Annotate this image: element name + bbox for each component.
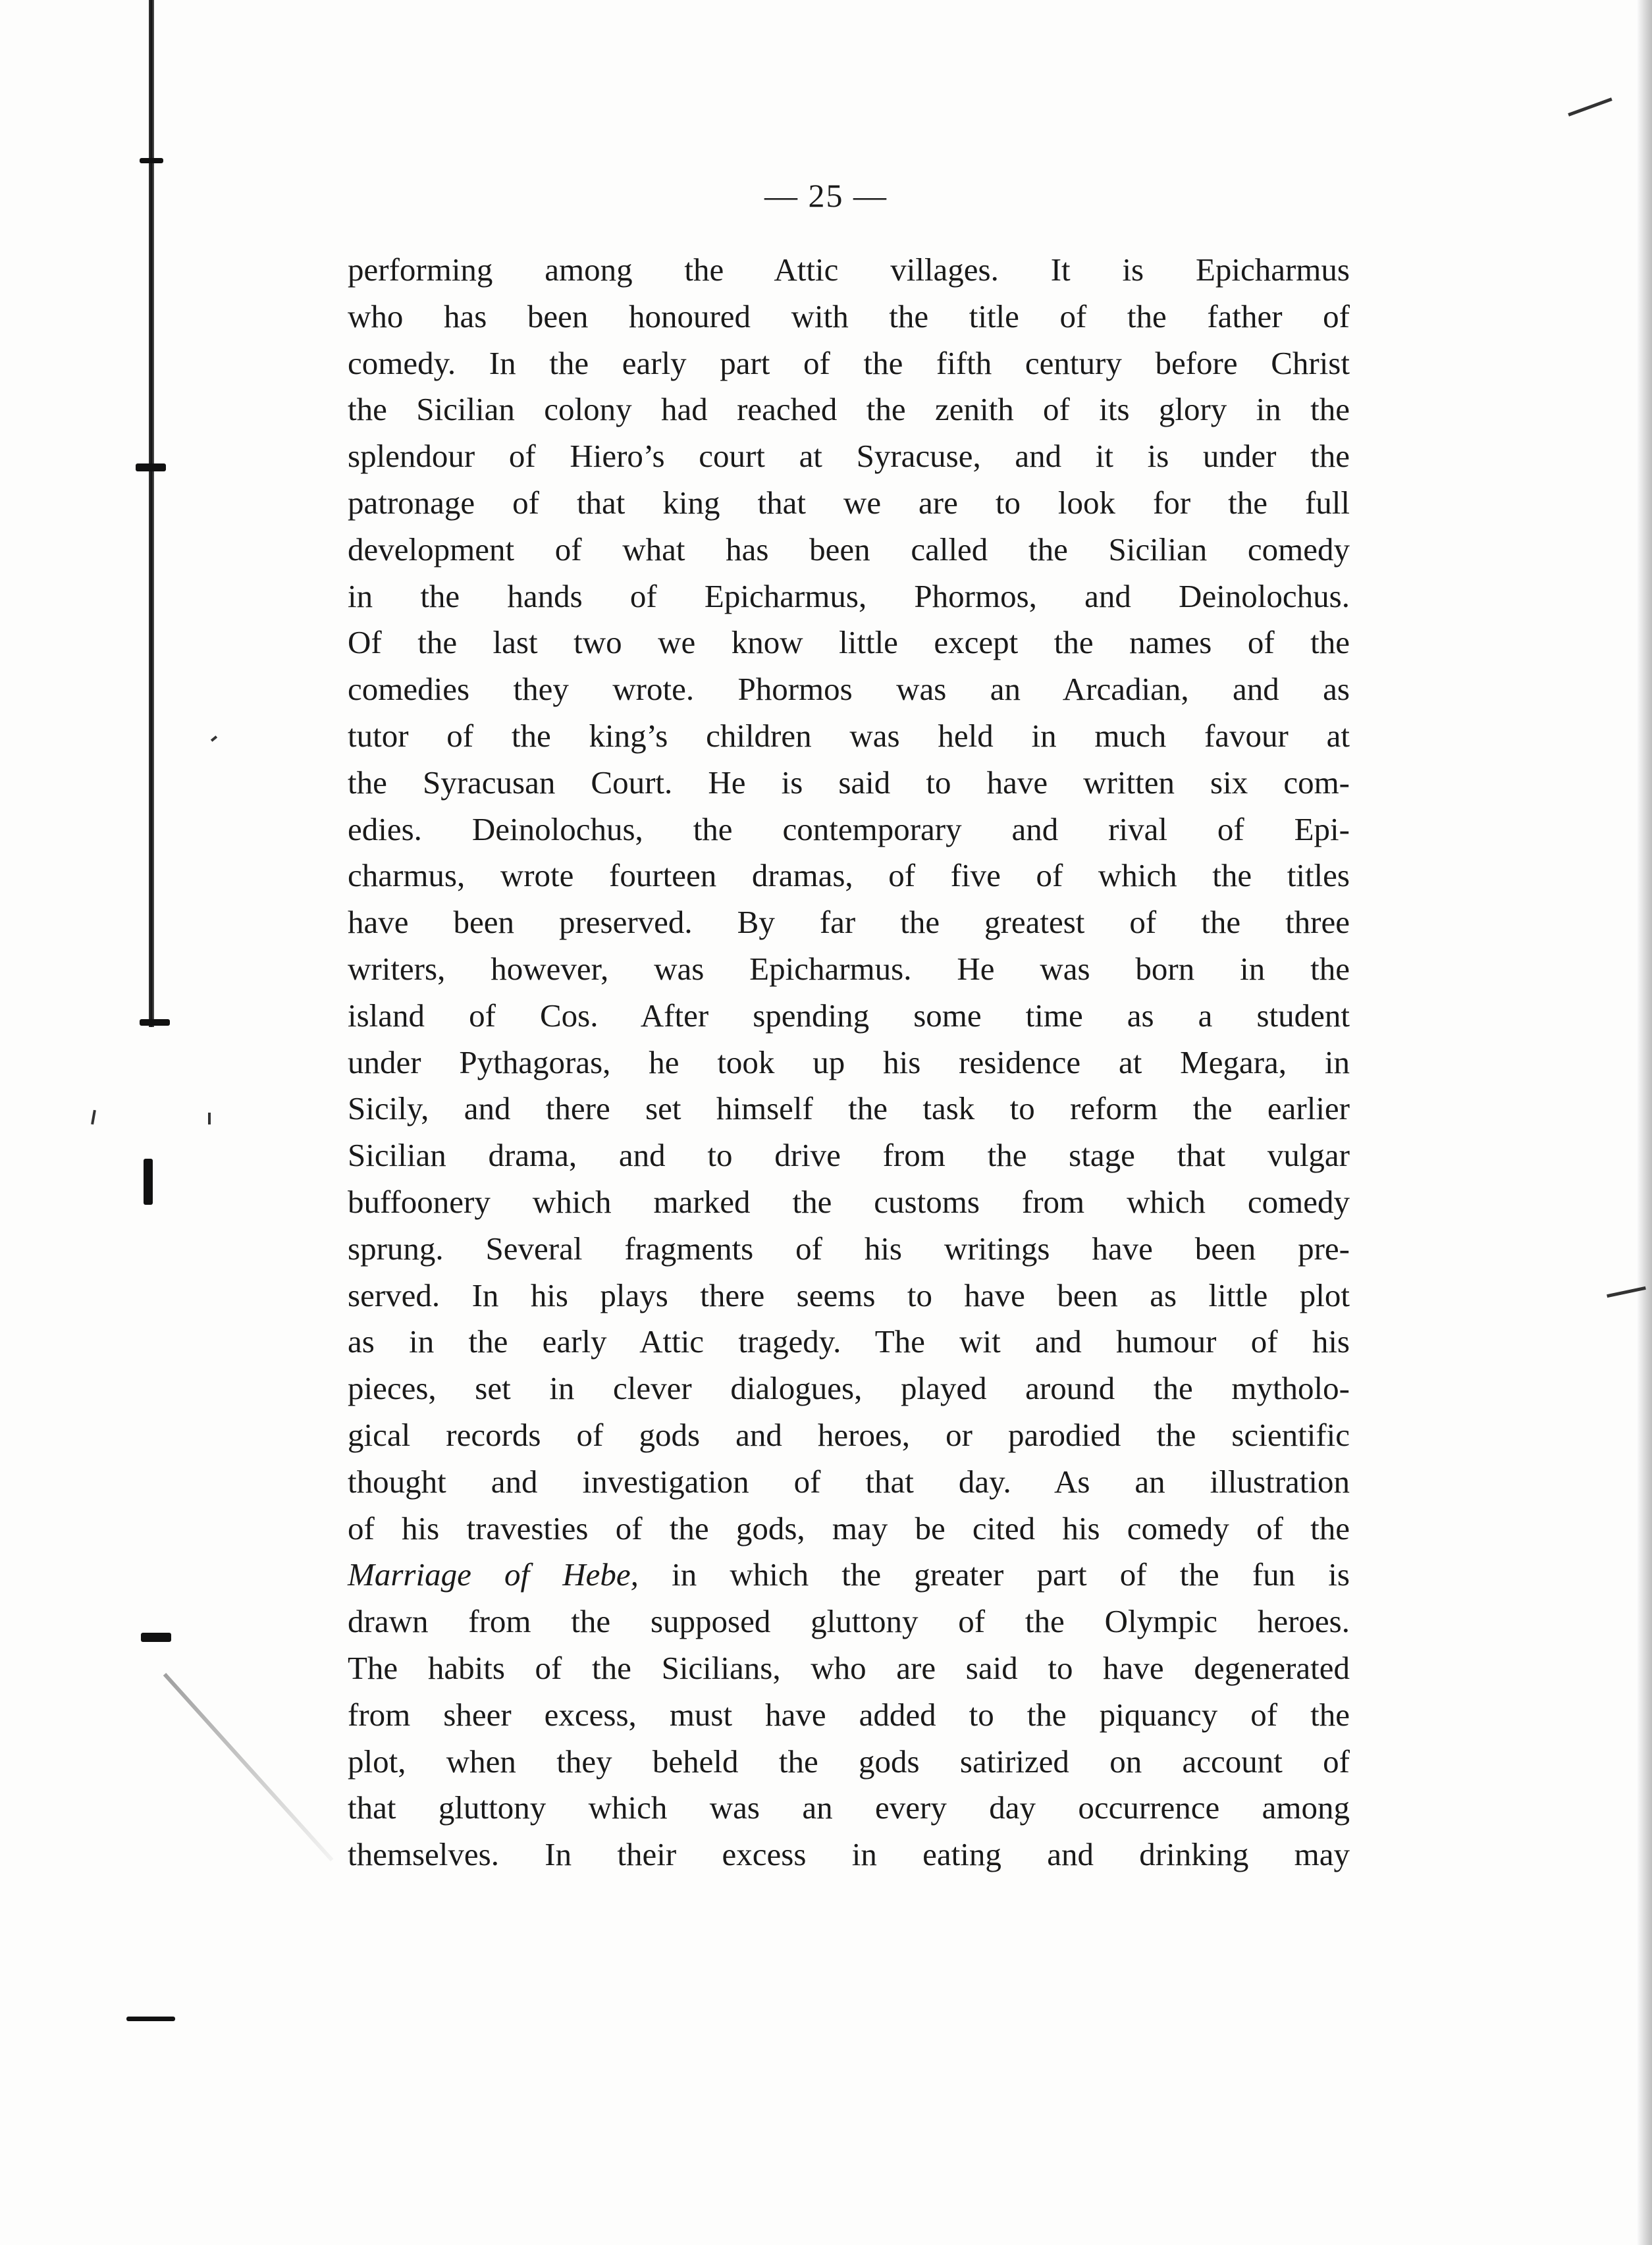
- text-line: in the hands of Epicharmus, Phormos, and Deinolochus.: [348, 577, 1350, 614]
- text-line: Sicily, and there set himself the task to reform the earlier: [348, 1090, 1350, 1127]
- text-line: tutor of the king’s children was held in much favour at: [348, 717, 1350, 754]
- text-line: pieces, set in clever dialogues, played around the mytholo-: [348, 1370, 1350, 1407]
- text-line: from sheer excess, must have added to the piquancy of the: [348, 1696, 1350, 1733]
- text-line: charmus, wrote fourteen dramas, of five of which the titles: [348, 857, 1350, 894]
- text-line: thought and investigation of that day. As an illustration: [348, 1463, 1350, 1500]
- text-line: drawn from the supposed gluttony of the Olympic heroes.: [348, 1603, 1350, 1640]
- binding-line: [149, 0, 154, 1027]
- text-line: patronage of that king that we are to look for the full: [348, 484, 1350, 521]
- text-line: that gluttony which was an every day occurrence among: [348, 1789, 1350, 1826]
- text-line: development of what has been called the Sicilian comedy: [348, 531, 1350, 568]
- text-line: splendour of Hiero’s court at Syracuse, and it is under the: [348, 438, 1350, 475]
- text-line: buffoonery which marked the customs from which comedy: [348, 1183, 1350, 1220]
- text-line: island of Cos. After spending some time as a student: [348, 997, 1350, 1034]
- binding-notch: [136, 463, 166, 471]
- text-span: in which the greater part of the fun is: [638, 1556, 1350, 1593]
- text-line: comedy. In the early part of the fifth century before Christ: [348, 344, 1350, 381]
- stray-mark: [91, 1110, 96, 1124]
- text-line: of his travesties of the gods, may be cited his comedy of the: [348, 1510, 1350, 1546]
- text-line: the Syracusan Court. He is said to have written six com-: [348, 764, 1350, 801]
- text-line: Sicilian drama, and to drive from the stage that vulgar: [348, 1137, 1350, 1174]
- text-line: comedies they wrote. Phormos was an Arcadian, and as: [348, 671, 1350, 708]
- stray-mark: [211, 735, 217, 741]
- stray-mark: [208, 1113, 211, 1124]
- text-line: as in the early Attic tragedy. The wit and humour of his: [348, 1323, 1350, 1360]
- text-line: under Pythagoras, he took up his residence at Megara, in: [348, 1043, 1350, 1080]
- text-line: The habits of the Sicilians, who are said to have degenerated: [348, 1649, 1350, 1686]
- text-line: plot, when they beheld the gods satirized on account of: [348, 1743, 1350, 1780]
- scratch-mark: [163, 1673, 334, 1861]
- binding-notch: [144, 1159, 153, 1205]
- text-line: have been preserved. By far the greatest of the three: [348, 904, 1350, 941]
- binding-notch: [140, 1019, 170, 1026]
- text-line: [348, 1552, 1350, 1598]
- text-line: edies. Deinolochus, the contemporary and rival of Epi-: [348, 810, 1350, 847]
- text-line: the Sicilian colony had reached the zenith of its glory in the: [348, 391, 1350, 428]
- text-line: served. In his plays there seems to have been as little plot: [348, 1277, 1350, 1313]
- text-line: themselves. In their excess in eating and drinking may: [348, 1836, 1350, 1873]
- binding-notch: [126, 2017, 175, 2021]
- body-text: [348, 247, 1350, 1878]
- text-line: who has been honoured with the title of the father of: [348, 298, 1350, 334]
- page-number: — 25 —: [764, 177, 888, 214]
- binding-notch: [140, 158, 163, 163]
- page-edge-shadow: [1636, 0, 1652, 2245]
- text-line: performing among the Attic villages. It is Epicharmus: [348, 251, 1350, 288]
- text-line: writers, however, was Epicharmus. He was born in the: [348, 950, 1350, 987]
- italic-title: Marriage of Hebe,: [348, 1556, 639, 1593]
- binding-notch: [141, 1633, 171, 1642]
- text-line: gical records of gods and heroes, or parodied the scientific: [348, 1416, 1350, 1453]
- text-line: Of the last two we know little except the names of the: [348, 624, 1350, 661]
- text-line: sprung. Several fragments of his writings have been pre-: [348, 1230, 1350, 1267]
- stray-mark: [1568, 97, 1612, 117]
